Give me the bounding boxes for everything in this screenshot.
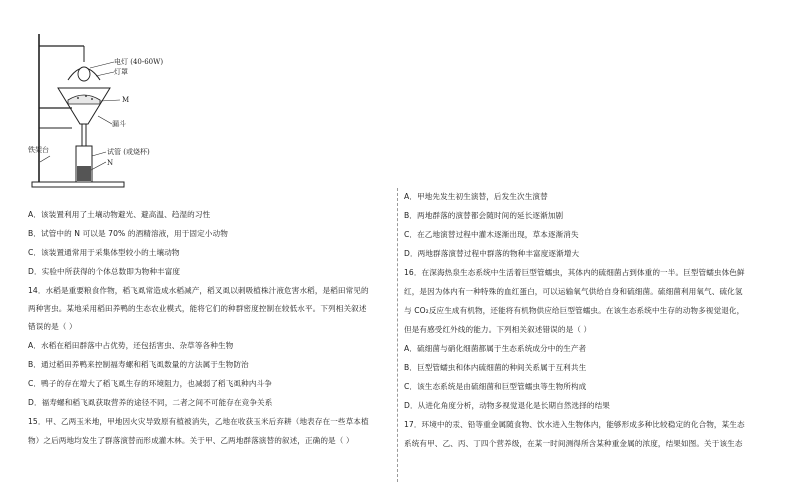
label-shade: 灯罩 [114, 68, 128, 76]
soil-sample-m [68, 95, 100, 104]
apparatus-diagram [28, 28, 178, 190]
q14-option-b: B．通过稻田养鸭来控制福寿螺和稻飞虱数量的方法属于生物防治 [28, 360, 249, 369]
label-n: N [107, 159, 114, 167]
label-lamp: 电灯 (40-60W) [114, 58, 164, 66]
q17-stem-line-1: 17．环境中的汞、铅等重金属随食物、饮水进入生物体内，能够形成多种比较稳定的化合物，某生态 [404, 420, 745, 429]
stand-base [32, 182, 124, 187]
q16-option-c: C．该生态系统是由硫细菌和巨型管蠕虫等生物所构成 [404, 382, 587, 391]
q13-option-b: B．试管中的 N 可以是 70% 的酒精溶液，用于固定小动物 [28, 229, 228, 238]
q13-option-c: C．该装置通常用于采集体型较小的土壤动物 [28, 248, 180, 257]
q15-option-a: A．甲地先发生初生演替，后发生次生演替 [404, 192, 548, 201]
q15-option-b: B．两地群落的演替都会随时间的延长逐渐加剧 [404, 211, 564, 220]
label-tube: 试管 (或烧杯) [107, 148, 150, 156]
q16-stem-line-2: 红，是因为体内有一种特殊的血红蛋白，可以运输氧气供给自身和硫细菌。硫细菌利用氧气、硫化氢 [404, 287, 743, 296]
label-m: M [122, 96, 130, 104]
q16-stem-line-4: 但是有感受红外线的能力。下列相关叙述错误的是（ ） [404, 325, 592, 334]
liquid-n [77, 166, 91, 181]
q14-stem-line-1: 14．水稻是重要粮食作物，稻飞虱常造成水稻减产，稻叉虱以刺吸植株汁液危害水稻，是稻田常见的 [28, 286, 369, 295]
q15-stem-line-1: 15．甲、乙两玉米地，甲地因火灾导致原有植被消失，乙地在收获玉米后弃耕（地表存在一些草本植 [28, 417, 369, 426]
q16-option-d: D．从进化角度分析，动物多视觉退化是长期自然选择的结果 [404, 401, 610, 410]
q16-option-a: A．硫细菌与硝化细菌都属于生态系统成分中的生产者 [404, 344, 587, 353]
q15-stem-line-2: 物）之后两地均发生了群落演替而形成灌木林。关于甲、乙两地群落演替的叙述，正确的是（ ） [28, 436, 354, 445]
q15-option-c: C．在乙地演替过程中灌木逐渐出现，草本逐渐消失 [404, 230, 579, 239]
soil-animal-apparatus-figure [28, 28, 178, 190]
q16-stem-line-3: 与 CO₂反应生成有机物，还能将有机物供应给巨型管蠕虫。在该生态系统中生存的动物多视觉退化， [404, 306, 745, 315]
column-divider [397, 188, 398, 482]
label-stand: 铁架台 [28, 146, 49, 154]
q16-stem-line-1: 16．在深海热泉生态系统中生活着巨型管蠕虫，其体内的硫细菌占到体重的一半。巨型管蠕虫体色鲜 [404, 268, 745, 277]
q16-option-b: B．巨型管蠕虫和体内硫细菌的种间关系属于互利共生 [404, 363, 587, 372]
q14-option-a: A．水稻在稻田群落中占优势，还包括害虫、杂草等各种生物 [28, 341, 234, 350]
q14-stem-line-3: 错误的是（ ） [28, 322, 77, 331]
q14-option-c: C．鸭子的存在增大了稻飞虱生存的环境阻力，也减弱了稻飞虱种内斗争 [28, 379, 272, 388]
q17-stem-line-2: 系统有甲、乙、丙、丁四个营养级，在某一时间测得所含某种重金属的浓度，结果如图。关于该生态 [404, 439, 743, 448]
q14-option-d: D．福寿螺和稻飞虱获取营养的途径不同，二者之间不可能存在竞争关系 [28, 398, 273, 407]
q13-option-a: A．该装置利用了土壤动物避光、避高温、趋湿的习性 [28, 210, 211, 219]
q13-option-d: D．实验中所获得的个体总数即为物种丰富度 [28, 267, 181, 276]
q15-option-d: D．两地群落演替过程中群落的物种丰富度逐渐增大 [404, 249, 580, 258]
label-funnel: 漏斗 [112, 120, 126, 128]
q14-stem-line-2: 两种害虫。某地采用稻田养鸭的生态农业模式，能将它们的种群密度控制在较低水平。下列相关叙述 [28, 304, 367, 313]
lamp-bulb-icon [78, 67, 90, 81]
